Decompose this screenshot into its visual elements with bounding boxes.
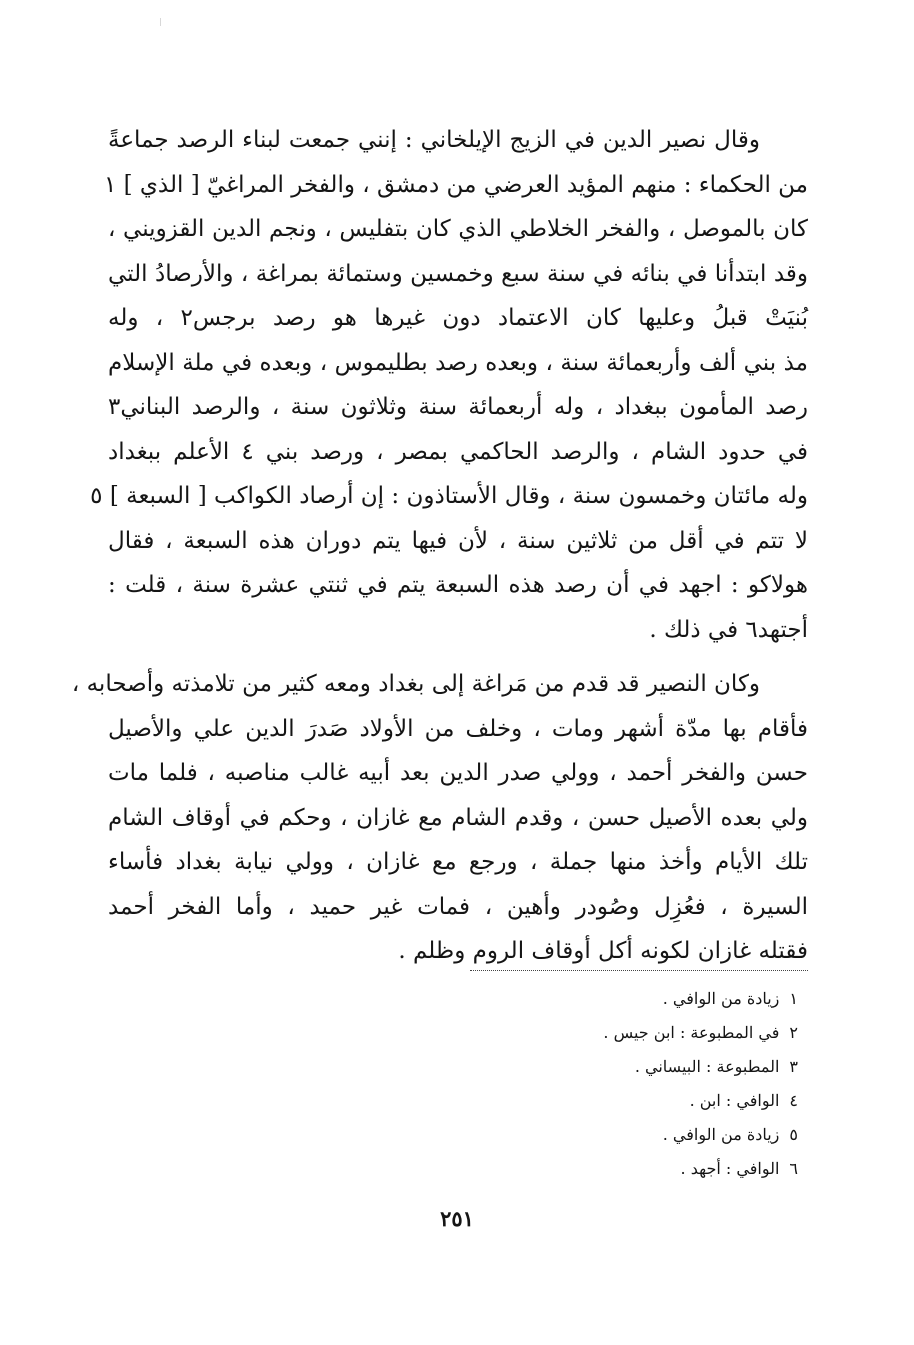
footnote-text: زيادة من الوافي .: [662, 989, 780, 1008]
text-line: تلك الأيام وأخذ منها جملة ، ورجع مع غازان ، وولي نيابة بغداد فأساء: [108, 849, 808, 875]
footnote-separator: [470, 970, 808, 971]
footnote: [420, 1118, 798, 1152]
page-number: ٢٥١: [440, 1206, 474, 1231]
main-text: [71, 118, 809, 974]
footnote-text: في المطبوعة : ابن جيس .: [603, 1023, 780, 1042]
footnote-text: الوافي : ابن .: [689, 1091, 780, 1110]
footnote-number: ٦: [789, 1159, 798, 1178]
text-line: وقد ابتدأنا في بنائه في سنة سبع وخمسين وستمائة بمراغة ، والأرصادُ التي: [108, 260, 808, 287]
footnote-text: الوافي : أجهد .: [680, 1159, 780, 1178]
text-line: كان بالموصل ، والفخر الخلاطي الذي كان بتفليس ، ونجم الدين القزويني ،: [108, 216, 808, 242]
text-line: فأقام بها مدّة أشهر ومات ، وخلف من الأولاد صَدرَ الدين علي والأصيل: [108, 715, 808, 742]
footnote-number: ٣: [789, 1057, 798, 1076]
footnote-number: ١: [789, 989, 798, 1008]
text-line: فقتله غازان لكونه أكل أوقاف الروم وظلم .: [398, 938, 808, 964]
text-line: حسن والفخر أحمد ، وولي صدر الدين بعد أبيه غالب مناصبه ، فلما مات: [108, 760, 808, 786]
footnote: [420, 982, 798, 1016]
text-line: وقال نصير الدين في الزيج الإيلخاني : إنني جمعت لبناء الرصد جماعةً: [108, 127, 760, 153]
footnote-number: ٥: [789, 1125, 798, 1144]
text-line: هولاكو : اجهد في أن رصد هذه السبعة يتم في ثنتي عشرة سنة ، قلت :: [108, 572, 808, 598]
text-line: بُنيَتْ قبلُ وعليها كان الاعتماد دون غيرها هو رصد برجس٢ ، وله: [108, 305, 808, 331]
text-line: من الحكماء : منهم المؤيد العرضي من دمشق ، والفخر المراغيّ [ الذي ] ١: [103, 171, 808, 198]
footnote: [420, 1050, 798, 1084]
scan-speck: [160, 18, 161, 26]
text-line: وله مائتان وخمسون سنة ، وقال الأستاذون : إن أرصاد الكواكب [ السبعة ] ٥: [90, 483, 808, 509]
footnote-number: ٢: [789, 1023, 798, 1042]
paragraph-1: [90, 118, 809, 652]
footnote: [420, 1084, 798, 1118]
footnote: [420, 1016, 798, 1050]
text-line: ولي بعده الأصيل حسن ، وقدم الشام مع غازان ، وحكم في أوقاف الشام: [108, 804, 808, 831]
footnote-number: ٤: [789, 1091, 798, 1110]
paragraph-2: [71, 662, 808, 974]
text-line: السيرة ، فعُزِل وصُودر وأهين ، فمات غير حميد ، وأما الفخر أحمد: [108, 893, 808, 920]
text-line: وكان النصير قد قدم من مَراغة إلى بغداد ومعه كثير من تلامذته وأصحابه ،: [71, 671, 760, 697]
footnote-text: زيادة من الوافي .: [662, 1125, 780, 1144]
footnote-text: المطبوعة : البيساني .: [634, 1057, 780, 1076]
text-line: أجتهد٦ في ذلك .: [649, 616, 808, 643]
footnote: [420, 1152, 798, 1186]
text-line: رصد المأمون ببغداد ، وله أربعمائة سنة وثلاثون سنة ، والرصد البناني٣: [108, 394, 808, 420]
paragraph-gap: [108, 652, 808, 662]
text-line: لا تتم في أقل من ثلاثين سنة ، لأن فيها يتم دوران هذه السبعة ، فقال: [108, 527, 808, 554]
text-line: مذ بني ألف وأربعمائة سنة ، وبعده رصد بطليموس ، وبعده في ملة الإسلام: [108, 349, 808, 376]
footnotes: [420, 982, 798, 1186]
text-line: في حدود الشام ، والرصد الحاكمي بمصر ، ورصد بني ٤ الأعلم ببغداد: [108, 438, 809, 465]
